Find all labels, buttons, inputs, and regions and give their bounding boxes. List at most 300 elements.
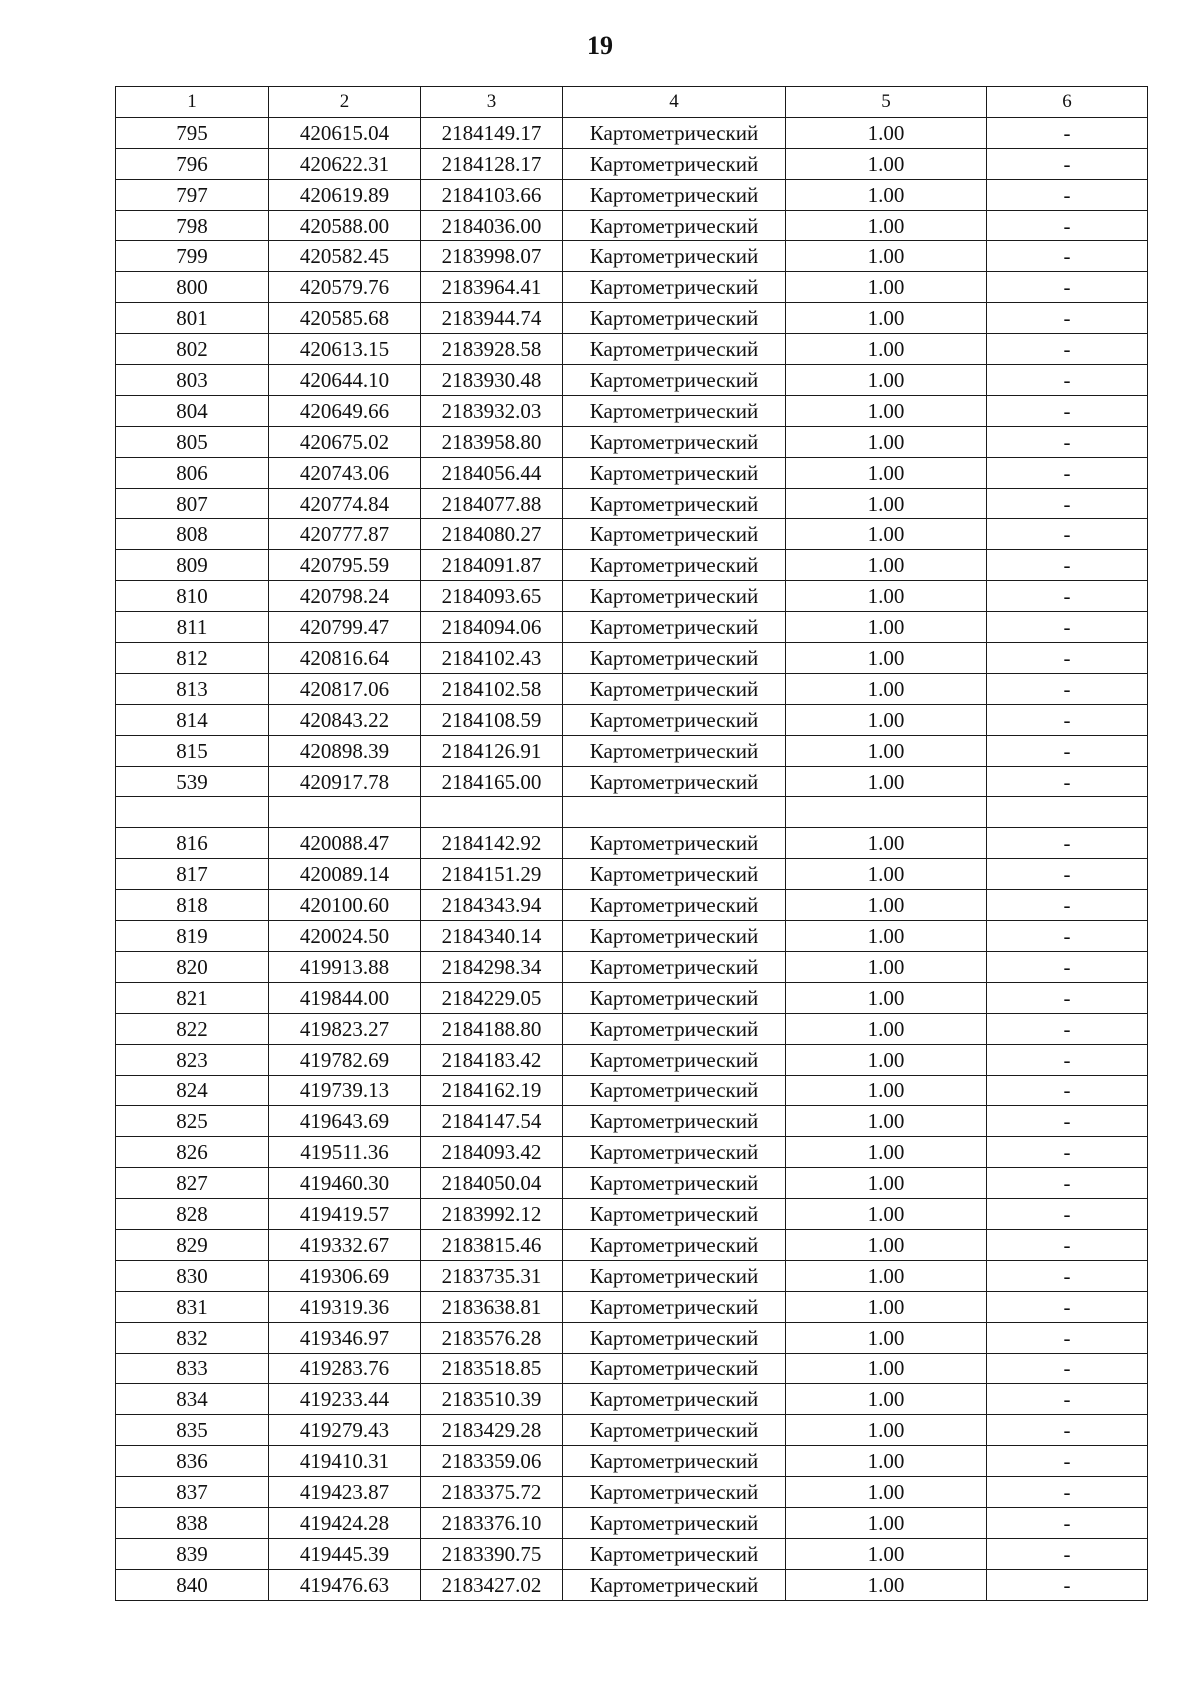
description-cell: -	[987, 982, 1148, 1013]
method-cell: Картометрический	[563, 982, 786, 1013]
description-cell: -	[987, 1044, 1148, 1075]
table-row	[116, 1384, 1148, 1415]
y-coordinate-cell: 2183518.85	[421, 1353, 563, 1384]
y-coordinate-cell: 2183930.48	[421, 365, 563, 396]
table-row	[116, 395, 1148, 426]
method-cell: Картометрический	[563, 457, 786, 488]
method-cell: Картометрический	[563, 766, 786, 797]
x-coordinate-cell: 420579.76	[269, 272, 421, 303]
point-number-cell: 796	[116, 148, 269, 179]
method-cell: Картометрический	[563, 581, 786, 612]
point-number-cell: 808	[116, 519, 269, 550]
column-header: 3	[421, 87, 563, 118]
y-coordinate-cell: 2184188.80	[421, 1013, 563, 1044]
description-cell: -	[987, 859, 1148, 890]
x-coordinate-cell: 420582.45	[269, 241, 421, 272]
accuracy-cell: 1.00	[786, 1199, 987, 1230]
point-number-cell: 807	[116, 488, 269, 519]
x-coordinate-cell: 419419.57	[269, 1199, 421, 1230]
y-coordinate-cell: 2184094.06	[421, 612, 563, 643]
point-number-cell: 811	[116, 612, 269, 643]
point-number-cell: 801	[116, 303, 269, 334]
description-cell: -	[987, 612, 1148, 643]
method-cell: Картометрический	[563, 1075, 786, 1106]
point-number-cell: 806	[116, 457, 269, 488]
y-coordinate-cell: 2183427.02	[421, 1569, 563, 1600]
y-coordinate-cell: 2184165.00	[421, 766, 563, 797]
accuracy-cell: 1.00	[786, 766, 987, 797]
x-coordinate-cell: 420675.02	[269, 426, 421, 457]
x-coordinate-cell: 420816.64	[269, 643, 421, 674]
description-cell: -	[987, 673, 1148, 704]
point-number-cell	[116, 797, 269, 828]
point-number-cell: 804	[116, 395, 269, 426]
table-row	[116, 365, 1148, 396]
x-coordinate-cell: 420024.50	[269, 921, 421, 952]
description-cell: -	[987, 148, 1148, 179]
description-cell: -	[987, 395, 1148, 426]
point-number-cell: 813	[116, 673, 269, 704]
point-number-cell: 539	[116, 766, 269, 797]
point-number-cell: 820	[116, 951, 269, 982]
table-row	[116, 1415, 1148, 1446]
table-body	[116, 117, 1148, 1600]
point-number-cell: 838	[116, 1507, 269, 1538]
point-number-cell: 836	[116, 1446, 269, 1477]
method-cell: Картометрический	[563, 1229, 786, 1260]
point-number-cell: 816	[116, 828, 269, 859]
x-coordinate-cell: 420798.24	[269, 581, 421, 612]
table-row	[116, 1538, 1148, 1569]
description-cell: -	[987, 735, 1148, 766]
table-row	[116, 272, 1148, 303]
y-coordinate-cell: 2183429.28	[421, 1415, 563, 1446]
x-coordinate-cell: 419283.76	[269, 1353, 421, 1384]
x-coordinate-cell: 420917.78	[269, 766, 421, 797]
column-header: 6	[987, 87, 1148, 118]
description-cell: -	[987, 241, 1148, 272]
description-cell: -	[987, 1538, 1148, 1569]
table-row	[116, 859, 1148, 890]
point-number-cell: 839	[116, 1538, 269, 1569]
table-row	[116, 457, 1148, 488]
x-coordinate-cell: 420774.84	[269, 488, 421, 519]
table-row	[116, 797, 1148, 828]
x-coordinate-cell: 419233.44	[269, 1384, 421, 1415]
table-row	[116, 426, 1148, 457]
point-number-cell: 831	[116, 1291, 269, 1322]
x-coordinate-cell: 419332.67	[269, 1229, 421, 1260]
y-coordinate-cell: 2183735.31	[421, 1260, 563, 1291]
x-coordinate-cell: 420588.00	[269, 210, 421, 241]
point-number-cell: 803	[116, 365, 269, 396]
method-cell: Картометрический	[563, 426, 786, 457]
method-cell: Картометрический	[563, 1322, 786, 1353]
description-cell: -	[987, 1569, 1148, 1600]
method-cell: Картометрический	[563, 612, 786, 643]
description-cell: -	[987, 1075, 1148, 1106]
y-coordinate-cell: 2184093.65	[421, 581, 563, 612]
point-number-cell: 817	[116, 859, 269, 890]
accuracy-cell: 1.00	[786, 1168, 987, 1199]
x-coordinate-cell: 420649.66	[269, 395, 421, 426]
x-coordinate-cell: 419306.69	[269, 1260, 421, 1291]
table-row	[116, 612, 1148, 643]
accuracy-cell: 1.00	[786, 457, 987, 488]
y-coordinate-cell: 2184340.14	[421, 921, 563, 952]
x-coordinate-cell: 419346.97	[269, 1322, 421, 1353]
accuracy-cell: 1.00	[786, 1229, 987, 1260]
table-row	[116, 951, 1148, 982]
y-coordinate-cell: 2184128.17	[421, 148, 563, 179]
table-row	[116, 1260, 1148, 1291]
description-cell: -	[987, 1415, 1148, 1446]
description-cell: -	[987, 890, 1148, 921]
x-coordinate-cell: 419476.63	[269, 1569, 421, 1600]
y-coordinate-cell: 2184126.91	[421, 735, 563, 766]
method-cell: Картометрический	[563, 643, 786, 674]
point-number-cell: 812	[116, 643, 269, 674]
y-coordinate-cell: 2184103.66	[421, 179, 563, 210]
method-cell: Картометрический	[563, 1569, 786, 1600]
table-row	[116, 828, 1148, 859]
method-cell: Картометрический	[563, 1137, 786, 1168]
accuracy-cell: 1.00	[786, 1353, 987, 1384]
y-coordinate-cell: 2183359.06	[421, 1446, 563, 1477]
description-cell: -	[987, 519, 1148, 550]
x-coordinate-cell: 419319.36	[269, 1291, 421, 1322]
x-coordinate-cell: 420898.39	[269, 735, 421, 766]
point-number-cell: 797	[116, 179, 269, 210]
method-cell: Картометрический	[563, 1415, 786, 1446]
y-coordinate-cell: 2184108.59	[421, 704, 563, 735]
description-cell: -	[987, 210, 1148, 241]
point-number-cell: 837	[116, 1477, 269, 1508]
table-row	[116, 1322, 1148, 1353]
table-row	[116, 1229, 1148, 1260]
point-number-cell: 823	[116, 1044, 269, 1075]
description-cell: -	[987, 951, 1148, 982]
point-number-cell: 825	[116, 1106, 269, 1137]
accuracy-cell: 1.00	[786, 426, 987, 457]
description-cell	[987, 797, 1148, 828]
description-cell: -	[987, 1168, 1148, 1199]
description-cell: -	[987, 581, 1148, 612]
y-coordinate-cell: 2184162.19	[421, 1075, 563, 1106]
method-cell: Картометрический	[563, 117, 786, 148]
x-coordinate-cell: 419913.88	[269, 951, 421, 982]
method-cell: Картометрический	[563, 1507, 786, 1538]
accuracy-cell: 1.00	[786, 1538, 987, 1569]
table-row	[116, 581, 1148, 612]
method-cell: Картометрический	[563, 1106, 786, 1137]
accuracy-cell: 1.00	[786, 550, 987, 581]
x-coordinate-cell: 420743.06	[269, 457, 421, 488]
table-row	[116, 334, 1148, 365]
method-cell: Картометрический	[563, 1168, 786, 1199]
description-cell: -	[987, 1291, 1148, 1322]
y-coordinate-cell: 2184056.44	[421, 457, 563, 488]
accuracy-cell: 1.00	[786, 210, 987, 241]
table-row	[116, 735, 1148, 766]
point-number-cell: 830	[116, 1260, 269, 1291]
accuracy-cell: 1.00	[786, 1137, 987, 1168]
method-cell: Картометрический	[563, 334, 786, 365]
accuracy-cell: 1.00	[786, 1507, 987, 1538]
x-coordinate-cell: 420799.47	[269, 612, 421, 643]
method-cell: Картометрический	[563, 272, 786, 303]
column-header: 1	[116, 87, 269, 118]
description-cell: -	[987, 1322, 1148, 1353]
description-cell: -	[987, 117, 1148, 148]
y-coordinate-cell: 2183944.74	[421, 303, 563, 334]
accuracy-cell: 1.00	[786, 673, 987, 704]
description-cell: -	[987, 272, 1148, 303]
y-coordinate-cell: 2184151.29	[421, 859, 563, 890]
accuracy-cell: 1.00	[786, 890, 987, 921]
column-header: 5	[786, 87, 987, 118]
accuracy-cell: 1.00	[786, 1415, 987, 1446]
x-coordinate-cell: 419739.13	[269, 1075, 421, 1106]
accuracy-cell: 1.00	[786, 581, 987, 612]
point-number-cell: 840	[116, 1569, 269, 1600]
point-number-cell: 833	[116, 1353, 269, 1384]
description-cell: -	[987, 1507, 1148, 1538]
method-cell: Картометрический	[563, 1353, 786, 1384]
method-cell: Картометрический	[563, 488, 786, 519]
description-cell: -	[987, 303, 1148, 334]
accuracy-cell: 1.00	[786, 334, 987, 365]
method-cell: Картометрический	[563, 179, 786, 210]
y-coordinate-cell: 2183576.28	[421, 1322, 563, 1353]
table-row	[116, 1569, 1148, 1600]
point-number-cell: 818	[116, 890, 269, 921]
x-coordinate-cell: 420622.31	[269, 148, 421, 179]
table-row	[116, 1075, 1148, 1106]
method-cell: Картометрический	[563, 921, 786, 952]
x-coordinate-cell: 419460.30	[269, 1168, 421, 1199]
x-coordinate-cell	[269, 797, 421, 828]
y-coordinate-cell: 2184036.00	[421, 210, 563, 241]
x-coordinate-cell: 420817.06	[269, 673, 421, 704]
page-number: 19	[587, 31, 613, 60]
point-number-cell: 795	[116, 117, 269, 148]
x-coordinate-cell: 419410.31	[269, 1446, 421, 1477]
y-coordinate-cell: 2183998.07	[421, 241, 563, 272]
x-coordinate-cell: 420777.87	[269, 519, 421, 550]
description-cell: -	[987, 1199, 1148, 1230]
accuracy-cell: 1.00	[786, 519, 987, 550]
y-coordinate-cell: 2183510.39	[421, 1384, 563, 1415]
method-cell: Картометрический	[563, 1291, 786, 1322]
x-coordinate-cell: 419445.39	[269, 1538, 421, 1569]
accuracy-cell: 1.00	[786, 148, 987, 179]
point-number-cell: 810	[116, 581, 269, 612]
y-coordinate-cell: 2184147.54	[421, 1106, 563, 1137]
table-row	[116, 1507, 1148, 1538]
point-number-cell: 819	[116, 921, 269, 952]
point-number-cell: 828	[116, 1199, 269, 1230]
accuracy-cell: 1.00	[786, 179, 987, 210]
table-header-row	[116, 87, 1148, 118]
accuracy-cell: 1.00	[786, 365, 987, 396]
accuracy-cell: 1.00	[786, 951, 987, 982]
description-cell: -	[987, 1260, 1148, 1291]
y-coordinate-cell: 2183815.46	[421, 1229, 563, 1260]
description-cell: -	[987, 488, 1148, 519]
description-cell: -	[987, 179, 1148, 210]
accuracy-cell: 1.00	[786, 1260, 987, 1291]
method-cell	[563, 797, 786, 828]
y-coordinate-cell	[421, 797, 563, 828]
method-cell: Картометрический	[563, 951, 786, 982]
method-cell: Картометрический	[563, 704, 786, 735]
accuracy-cell: 1.00	[786, 1384, 987, 1415]
method-cell: Картометрический	[563, 1477, 786, 1508]
accuracy-cell: 1.00	[786, 612, 987, 643]
table-row	[116, 1199, 1148, 1230]
accuracy-cell: 1.00	[786, 1322, 987, 1353]
x-coordinate-cell: 420585.68	[269, 303, 421, 334]
point-number-cell: 800	[116, 272, 269, 303]
table-row	[116, 1353, 1148, 1384]
x-coordinate-cell: 420100.60	[269, 890, 421, 921]
table-row	[116, 210, 1148, 241]
accuracy-cell: 1.00	[786, 272, 987, 303]
point-number-cell: 805	[116, 426, 269, 457]
description-cell: -	[987, 1106, 1148, 1137]
point-number-cell: 815	[116, 735, 269, 766]
table-row	[116, 488, 1148, 519]
point-number-cell: 834	[116, 1384, 269, 1415]
accuracy-cell: 1.00	[786, 488, 987, 519]
y-coordinate-cell: 2184102.43	[421, 643, 563, 674]
description-cell: -	[987, 426, 1148, 457]
accuracy-cell: 1.00	[786, 982, 987, 1013]
y-coordinate-cell: 2183390.75	[421, 1538, 563, 1569]
description-cell: -	[987, 921, 1148, 952]
method-cell: Картометрический	[563, 1384, 786, 1415]
table-row	[116, 1044, 1148, 1075]
x-coordinate-cell: 419844.00	[269, 982, 421, 1013]
method-cell: Картометрический	[563, 241, 786, 272]
y-coordinate-cell: 2184149.17	[421, 117, 563, 148]
accuracy-cell: 1.00	[786, 1291, 987, 1322]
method-cell: Картометрический	[563, 1538, 786, 1569]
method-cell: Картометрический	[563, 210, 786, 241]
description-cell: -	[987, 1353, 1148, 1384]
description-cell: -	[987, 1446, 1148, 1477]
table-row	[116, 519, 1148, 550]
table-row	[116, 241, 1148, 272]
description-cell: -	[987, 643, 1148, 674]
table-row	[116, 550, 1148, 581]
x-coordinate-cell: 419423.87	[269, 1477, 421, 1508]
x-coordinate-cell: 420088.47	[269, 828, 421, 859]
description-cell: -	[987, 1477, 1148, 1508]
point-number-cell: 826	[116, 1137, 269, 1168]
accuracy-cell: 1.00	[786, 1446, 987, 1477]
accuracy-cell: 1.00	[786, 828, 987, 859]
y-coordinate-cell: 2183932.03	[421, 395, 563, 426]
method-cell: Картометрический	[563, 828, 786, 859]
table-row	[116, 117, 1148, 148]
y-coordinate-cell: 2184343.94	[421, 890, 563, 921]
table-row	[116, 179, 1148, 210]
description-cell: -	[987, 1137, 1148, 1168]
coordinates-table	[115, 86, 1148, 1601]
table-row	[116, 890, 1148, 921]
description-cell: -	[987, 550, 1148, 581]
method-cell: Картометрический	[563, 735, 786, 766]
column-header: 4	[563, 87, 786, 118]
x-coordinate-cell: 420843.22	[269, 704, 421, 735]
x-coordinate-cell: 419511.36	[269, 1137, 421, 1168]
accuracy-cell: 1.00	[786, 395, 987, 426]
table-row	[116, 673, 1148, 704]
point-number-cell: 835	[116, 1415, 269, 1446]
point-number-cell: 799	[116, 241, 269, 272]
table-row	[116, 1168, 1148, 1199]
table-row	[116, 303, 1148, 334]
y-coordinate-cell: 2184093.42	[421, 1137, 563, 1168]
accuracy-cell: 1.00	[786, 643, 987, 674]
accuracy-cell: 1.00	[786, 704, 987, 735]
y-coordinate-cell: 2183992.12	[421, 1199, 563, 1230]
y-coordinate-cell: 2183958.80	[421, 426, 563, 457]
accuracy-cell: 1.00	[786, 1075, 987, 1106]
table-row	[116, 1477, 1148, 1508]
accuracy-cell: 1.00	[786, 859, 987, 890]
point-number-cell: 821	[116, 982, 269, 1013]
accuracy-cell	[786, 797, 987, 828]
y-coordinate-cell: 2183376.10	[421, 1507, 563, 1538]
x-coordinate-cell: 419424.28	[269, 1507, 421, 1538]
x-coordinate-cell: 420619.89	[269, 179, 421, 210]
y-coordinate-cell: 2184077.88	[421, 488, 563, 519]
method-cell: Картометрический	[563, 519, 786, 550]
y-coordinate-cell: 2184102.58	[421, 673, 563, 704]
description-cell: -	[987, 1229, 1148, 1260]
method-cell: Картометрический	[563, 365, 786, 396]
y-coordinate-cell: 2184142.92	[421, 828, 563, 859]
x-coordinate-cell: 419279.43	[269, 1415, 421, 1446]
table-row	[116, 982, 1148, 1013]
y-coordinate-cell: 2183964.41	[421, 272, 563, 303]
point-number-cell: 827	[116, 1168, 269, 1199]
accuracy-cell: 1.00	[786, 117, 987, 148]
description-cell: -	[987, 766, 1148, 797]
y-coordinate-cell: 2183638.81	[421, 1291, 563, 1322]
point-number-cell: 832	[116, 1322, 269, 1353]
x-coordinate-cell: 419643.69	[269, 1106, 421, 1137]
table-row	[116, 704, 1148, 735]
x-coordinate-cell: 419823.27	[269, 1013, 421, 1044]
method-cell: Картометрический	[563, 1446, 786, 1477]
table-row	[116, 1446, 1148, 1477]
method-cell: Картометрический	[563, 1260, 786, 1291]
accuracy-cell: 1.00	[786, 241, 987, 272]
y-coordinate-cell: 2184229.05	[421, 982, 563, 1013]
method-cell: Картометрический	[563, 859, 786, 890]
table-row	[116, 1106, 1148, 1137]
point-number-cell: 822	[116, 1013, 269, 1044]
method-cell: Картометрический	[563, 1044, 786, 1075]
point-number-cell: 824	[116, 1075, 269, 1106]
table-row	[116, 1137, 1148, 1168]
point-number-cell: 809	[116, 550, 269, 581]
column-header: 2	[269, 87, 421, 118]
